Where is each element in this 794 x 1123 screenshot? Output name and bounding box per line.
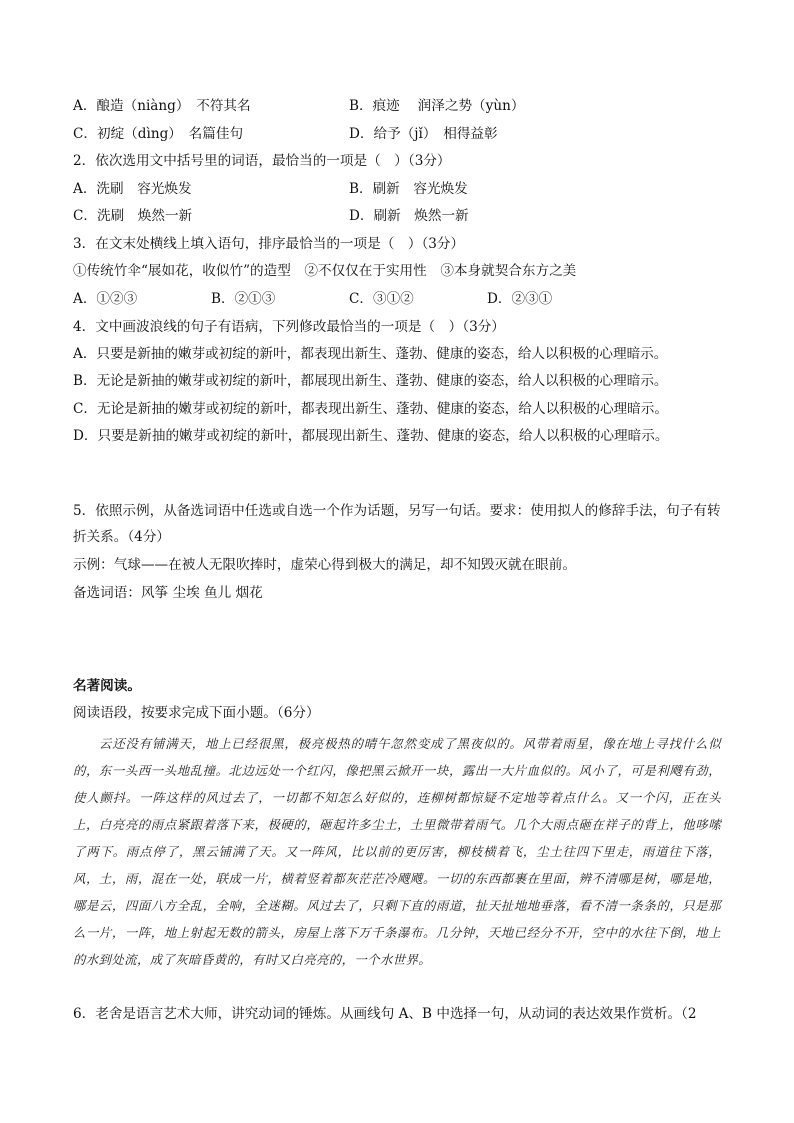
reading-instruction: 阅读语段，按要求完成下面小题。（6分） <box>73 705 320 721</box>
q3-option-d: D．②③① <box>487 291 553 307</box>
q6-stem: 6．老舍是语言艺术大师，讲究动词的锤炼。从画线句 A、B 中选择一句，从动词的表达效果作赏析。（2 <box>73 1006 697 1022</box>
reading-heading: 名著阅读。 <box>73 678 141 694</box>
q1-option-c: C．初绽（dìng） 名篇佳句 <box>73 126 244 142</box>
q4-option-b: B．无论是新抽的嫩芽或初绽的新叶，都展现出新生、蓬勃、健康的姿态，给人以积极的心理暗示。 <box>73 373 668 389</box>
q4-option-d: D．只要是新抽的嫩芽或初绽的新叶，都展现出新生、蓬勃、健康的姿态，给人以积极的心理暗示。 <box>73 428 669 444</box>
q3-stem: 3．在文末处横线上填入语句，排序最恰当的一项是（ ）（3分） <box>73 236 465 252</box>
q5-stem: 5．依照示例，从备选词语中任选或自选一个作为话题，另写一句话。要求：使用拟人的修辞手法，句子有转折关系。（4分） <box>73 503 721 545</box>
q2-option-c: C．洗刷 焕然一新 <box>73 208 193 224</box>
q1-option-b: B．痕迹 润泽之势（yùn） <box>349 98 525 114</box>
reading-passage: 云还没有铺满天，地上已经很黑，极亮极热的晴午忽然变成了黑夜似的。风带着雨星，像在地上寻找什么似的，东一头西一头地乱撞。北边远处一个红闪，像把黑云掀开一块，露出一大片血似的。风小了，可是利飕有劲，使人颤抖。一阵这样的风过去了，一切都不知怎么好似的，连柳树都惊疑不定地等着点什么。又一个闪，正在头上，白亮亮的雨点紧跟着落下来，极硬的，砸起许多尘土，土里微带着雨气。几个大雨点砸在祥子的背上，他哆嗦了两下。雨点停了，黑云铺满了天。又一阵风，比以前的更厉害，柳枝横着飞，尘土往四下里走，雨道往下落，风，土，雨，混在一处，联成一片，横着竖着都灰茫茫冷飕飕。一切的东西都裹在里面，辨不清哪是树，哪是地，哪是云，四面八方全乱，全响，全迷糊。风过去了，只剩下直的雨道，扯天扯地地垂落，看不清一条条的，只是那么一片，一阵，地上射起无数的箭头，房屋上落下万千条瀑布。几分钟，天地已经分不开，空中的水往下倒，地上的水到处流，成了灰暗昏黄的，有时又白亮亮的，一个水世界。 <box>73 736 721 967</box>
q4-stem: 4．文中画波浪线的句子有语病，下列修改最恰当的一项是（ ）（3分） <box>73 319 505 335</box>
q1-option-a: A．酿造（niàng） 不符其名 <box>73 98 251 114</box>
q4-option-a: A．只要是新抽的嫩芽或初绽的新叶，都表现出新生、蓬勃、健康的姿态，给人以积极的心理暗示。 <box>73 346 668 362</box>
q2-stem: 2．依次选用文中括号里的词语，最恰当的一项是（ ）（3分） <box>73 153 451 169</box>
q4-option-c: C．无论是新抽的嫩芽或初绽的新叶，都表现出新生、蓬勃、健康的姿态，给人以积极的心理暗示。 <box>73 401 668 417</box>
q3-option-a: A．①②③ <box>73 291 138 307</box>
q5-example: 示例：气球——在被人无限吹捧时，虚荣心得到极大的满足，却不知毁灭就在眼前。 <box>73 557 576 573</box>
q3-option-b: B．②①③ <box>211 291 276 307</box>
q2-option-a: A．洗刷 容光焕发 <box>73 181 192 197</box>
q5-candidate-words: 备选词语：风筝 尘埃 鱼儿 烟花 <box>73 585 263 601</box>
q3-option-c: C．③①② <box>349 291 414 307</box>
q2-option-d: D．刷新 焕然一新 <box>349 208 469 224</box>
q2-option-b: B．刷新 容光焕发 <box>349 181 468 197</box>
q3-items: ①传统竹伞“展如花，收似竹”的造型 ②不仅仅在于实用性 ③本身就契合东方之美 <box>73 263 577 279</box>
q1-option-d: D．给予（jǐ） 相得益彰 <box>349 126 498 142</box>
